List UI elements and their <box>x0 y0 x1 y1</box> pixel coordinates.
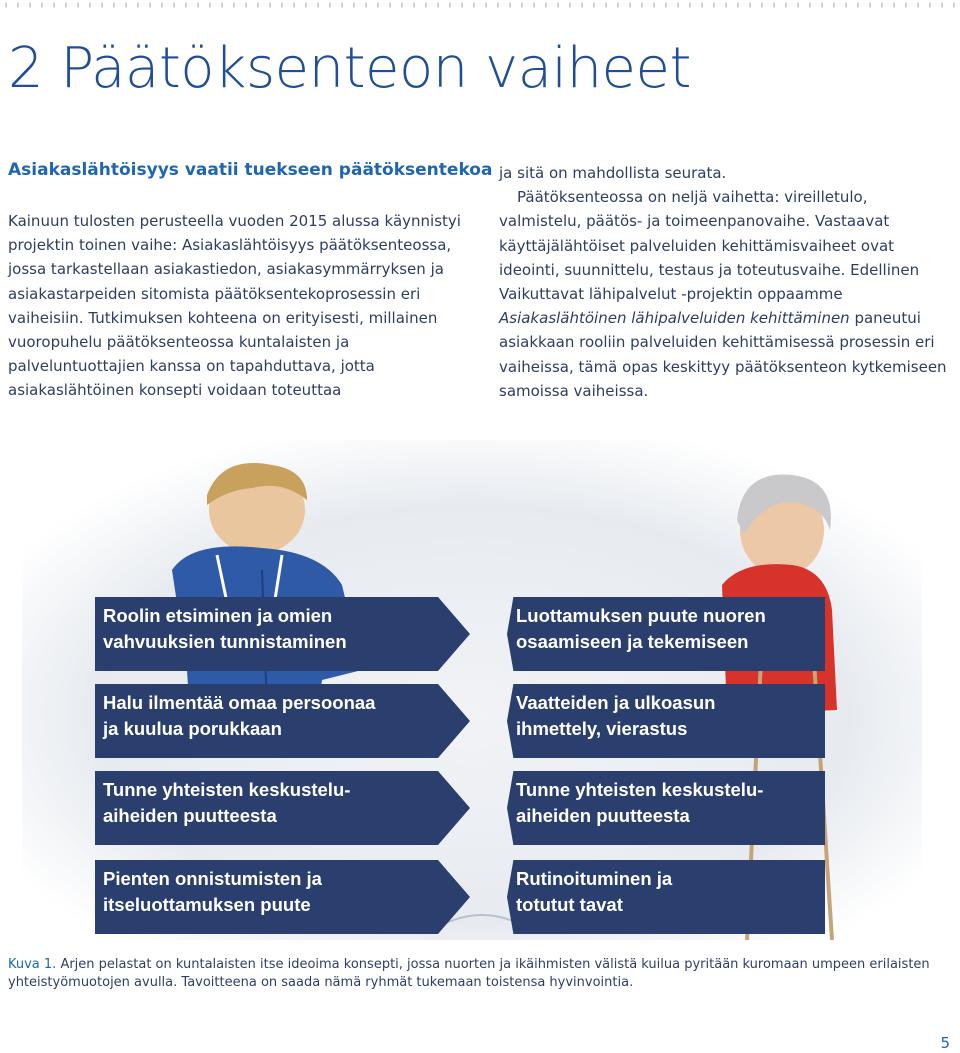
box-label-line-2: totutut tavat <box>516 894 623 915</box>
page-title: 2 Päätöksenteon vaiheet <box>8 36 691 101</box>
box-label-line-2: aiheiden puutteesta <box>103 805 277 826</box>
elderly-box-2 <box>507 684 825 758</box>
elderly-box-4 <box>507 860 825 934</box>
box-label-line-1: Halu ilmentää omaa persoonaa <box>103 692 376 713</box>
youth-box-3 <box>95 771 470 845</box>
box-label <box>516 603 785 655</box>
figure-caption <box>8 956 948 992</box>
box-label <box>516 690 785 742</box>
elderly-box-1 <box>507 597 825 671</box>
paragraph-text: Päätöksenteossa on neljä vaihetta: vireilletulo, valmistelu, päätös- ja toimeenpanovaihe. Vastaavat käyttäjälähtöiset palveluiden kehittämisvaiheet ovat ideointi, suunnittelu, testaus ja toteutusvaihe. Edellinen Vaikuttavat lähipalvelut -projektin oppaamme <box>499 188 920 304</box>
youth-box-4 <box>95 860 470 934</box>
section-subheading: Asiakaslähtöisyys vaatii tuekseen päätöksentekoa <box>8 160 493 180</box>
box-label-line-1: Vaatteiden ja ulkoasun <box>516 692 716 713</box>
youth-box-1 <box>95 597 470 671</box>
guide-title-italic: Asiakaslähtöinen lähipalveluiden kehittäminen <box>499 309 850 328</box>
box-label <box>103 690 430 742</box>
box-label <box>516 866 785 918</box>
box-label-line-2: vahvuuksien tunnistaminen <box>103 631 347 652</box>
box-label-line-1: Pienten onnistumisten ja <box>103 868 322 889</box>
box-label <box>103 603 430 655</box>
caption-text: Arjen pelastat on kuntalaisten itse ideoima konsepti, jossa nuorten ja ikäihmisten välistä kuilua pyritään kuromaan umpeen erilaisten yhteistyömuotojen avulla. Tavoitteena on saada nämä ryhmät tukemaan toistensa hyvinvointia. <box>8 957 930 990</box>
body-paragraph-continuation: ja sitä on mahdollista seurata. <box>499 164 727 182</box>
page-number: 5 <box>940 1034 950 1052</box>
youth-box-2 <box>95 684 470 758</box>
box-label <box>516 777 785 829</box>
box-label-line-1: Roolin etsiminen ja omien <box>103 605 333 626</box>
elderly-box-3 <box>507 771 825 845</box>
box-label <box>103 866 430 918</box>
caption-label: Kuva 1. <box>8 957 57 972</box>
box-label <box>103 777 430 829</box>
box-label-line-1: Tunne yhteisten keskustelu- <box>103 779 351 800</box>
box-label-line-2: ja kuulua porukkaan <box>103 718 282 739</box>
paragraph-text: paneutui asiakkaan rooliin palveluiden kehittämisessä prosessin eri vaiheissa, tämä opas keskittyy päätöksenteon kytkemiseen samoissa vaiheissa. <box>499 309 947 400</box>
box-label-line-2: itseluottamuksen puute <box>103 894 311 915</box>
box-label-line-2: osaamiseen ja tekemiseen <box>516 631 749 652</box>
box-label-line-1: Luottamuksen puute nuoren <box>516 605 766 626</box>
box-label-line-1: Rutinoituminen ja <box>516 868 673 889</box>
box-label-line-1: Tunne yhteisten keskustelu- <box>516 779 764 800</box>
box-label-line-2: aiheiden puutteesta <box>516 805 690 826</box>
box-label-line-2: ihmettely, vierastus <box>516 718 688 739</box>
body-paragraph-1: Kainuun tulosten perusteella vuoden 2015 alussa käynnistyi projektin toinen vaihe: Asiakaslähtöisyys päätöksenteossa, jossa tarkastellaan asiakastiedon, asiakasymmärryksen ja asiakastarpeiden sitomista päätöksentekoprosessin eri vaiheisiin. Tutkimuksen kohteena on erityisesti, millainen vuoropuhelu päätöksenteossa kuntalaisten ja palveluntuottajien kanssa on tapahduttava, jotta asiakaslähtöinen konsepti voidaan toteuttaa <box>8 212 461 400</box>
